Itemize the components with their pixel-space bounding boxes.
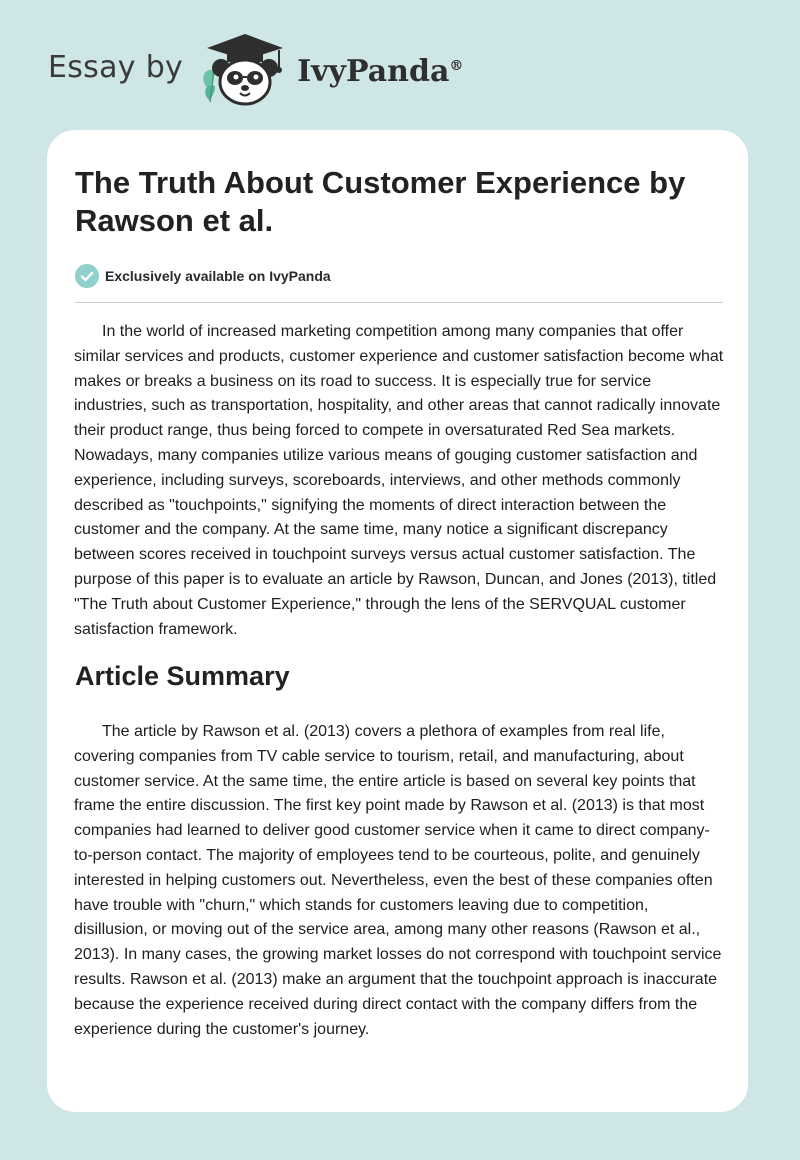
check-circle-icon	[75, 264, 99, 288]
brand-label: IvyPanda	[297, 53, 450, 89]
panda-graduate-icon[interactable]	[197, 30, 293, 110]
essay-card	[47, 130, 748, 1112]
exclusive-badge	[75, 264, 331, 288]
page-title: The Truth About Customer Experience by Rawson et al.	[75, 165, 686, 238]
badge-text: Exclusively available on IvyPanda	[105, 268, 331, 284]
intro-paragraph: In the world of increased marketing competition among many companies that offer similar services and products, customer experience and customer satisfaction become what makes or breaks a business on its road to success. It is especially true for service industries, such as transportation, hospitality, and other areas that cannot radically innovate their product range, thus being forced to compete in oversaturated Red Sea markets. Nowadays, many companies utilize various means of gouging customer satisfaction and experience, including surveys, scoreboards, interviews, and other methods commonly described as "touchpoints," signifying the moments of direct interaction between the customer and the company. At the same time, many notice a significant discrepancy between scores received in touchpoint surveys versus actual customer satisfaction. The purpose of this paper is to evaluate an article by Rawson, Duncan, and Jones (2013), titled "The Truth about Customer Experience," through the lens of the SERVQUAL customer satisfaction framework.	[74, 323, 724, 638]
divider	[75, 302, 723, 303]
brand-name[interactable]	[297, 54, 463, 89]
site-header	[48, 30, 463, 110]
summary-paragraph: The article by Rawson et al. (2013) covers a plethora of examples from real life, covering companies from TV cable service to tourism, retail, and manufacturing, about customer service. At the same time, the entire article is based on several key points that frame the entire discussion. The first key point made by Rawson et al. (2013) is that most companies had learned to deliver good customer service when it came to direct company-to-person contact. The majority of employees tend to be courteous, polite, and genuinely interested in helping customers out. Nevertheless, even the best of these companies often have trouble with "churn," which stands for customers leaving due to competition, disillusion, or moving out of the service area, among many other reasons (Rawson et al., 2013). In many cases, the growing market losses do not correspond with touchpoint service results. Rawson et al. (2013) make an argument that the touchpoint approach is inaccurate because the experience received during direct contact with the company differs from the experience during the customer's journey.	[74, 723, 722, 1038]
section-heading: Article Summary	[75, 661, 290, 691]
essay-by-label: Essay by	[48, 49, 184, 85]
registered-mark: ®	[449, 57, 464, 74]
